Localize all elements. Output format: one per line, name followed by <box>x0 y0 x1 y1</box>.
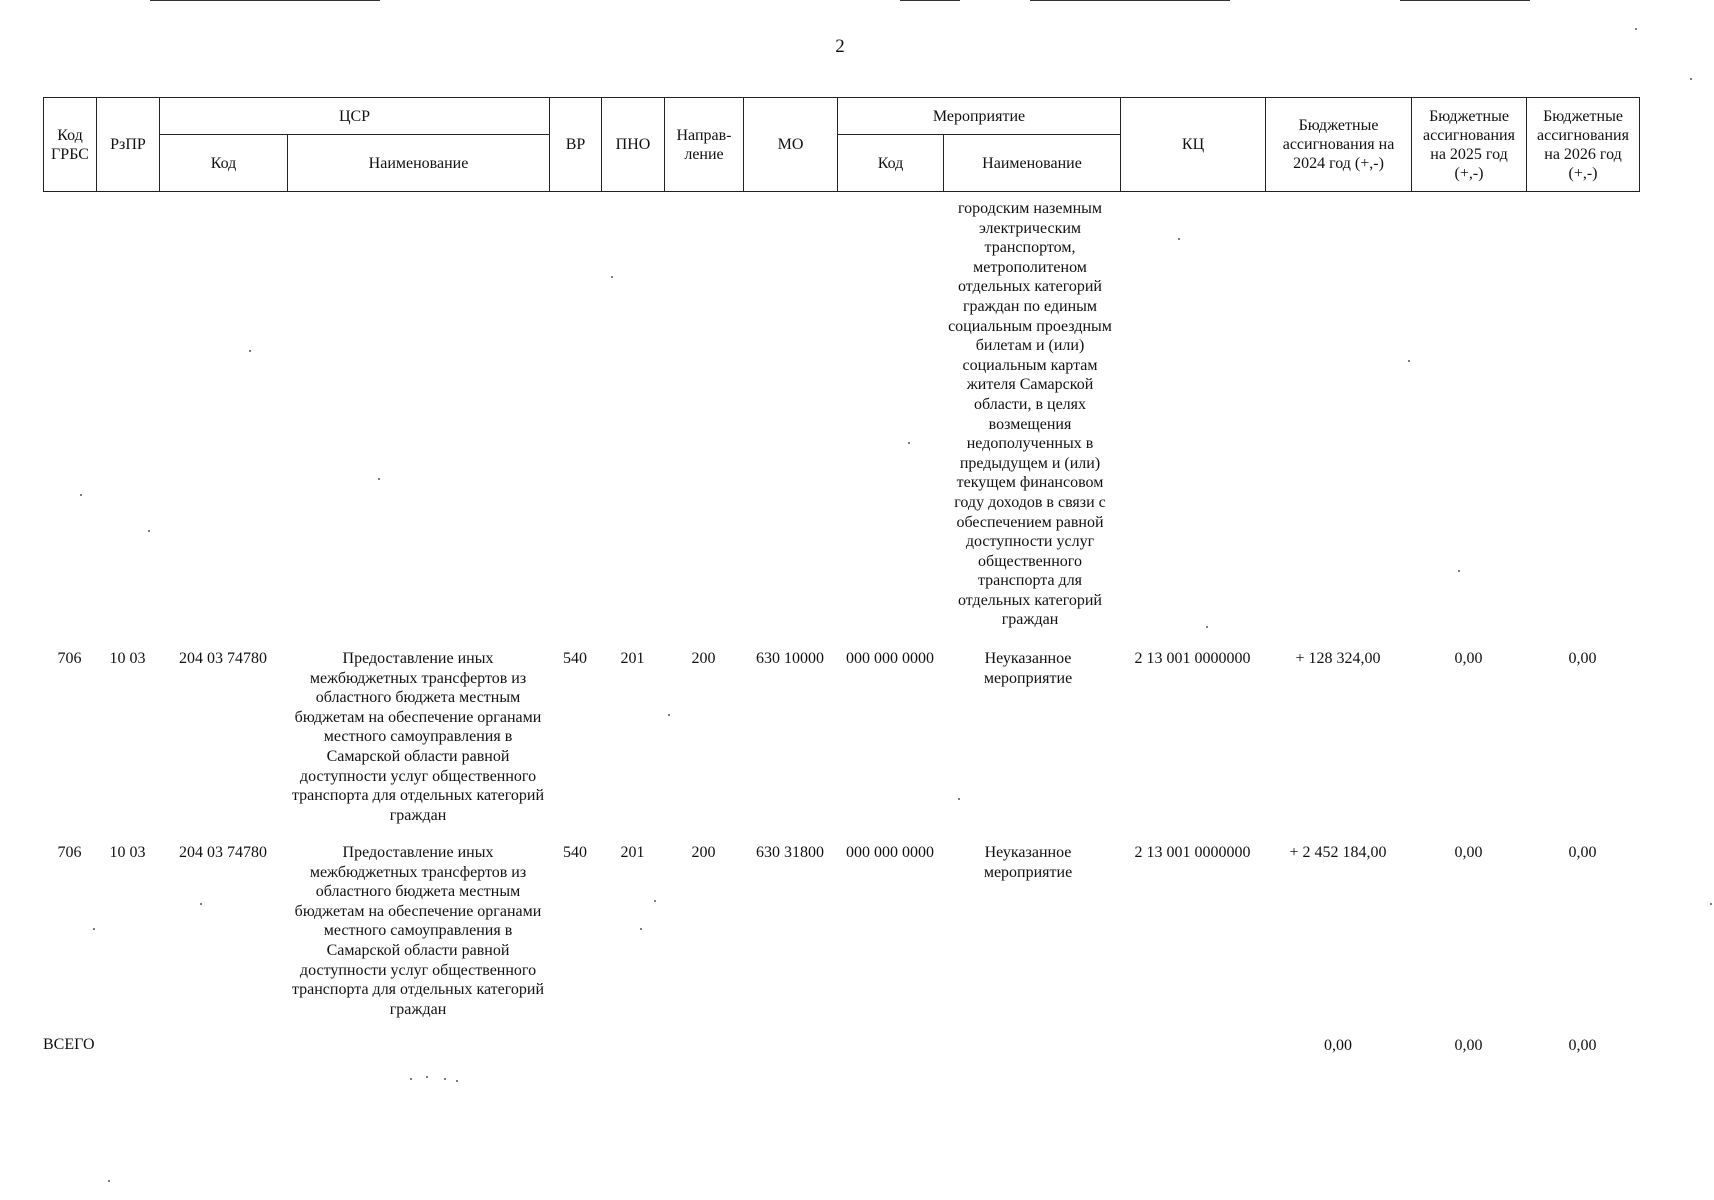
cell-direction: 200 <box>691 650 716 667</box>
header-budget-2024: Бюджетные ассигнования на 2024 год (+,-) <box>1266 98 1412 192</box>
cell-event-name: Неуказанное мероприятие <box>983 844 1073 881</box>
total-label: ВСЕГО <box>43 1036 95 1053</box>
cell-budget-2024: + 128 324,00 <box>1295 650 1381 667</box>
header-budget-2025: Бюджетные ассигнования на 2025 год (+,-) <box>1412 98 1527 192</box>
total-budget-2025: 0,00 <box>1454 1037 1483 1054</box>
cell-csr-name: Предоставление иных межбюджетных трансфертов из областного бюджета местным бюджетам на обеспечение органами местного самоуправления в Самарской области равной доступности услуг общественного транспорта для отдельных категорий граждан <box>291 650 545 824</box>
cell-budget-2026: 0,00 <box>1568 650 1597 667</box>
table-header <box>43 97 1640 192</box>
cell-pno: 201 <box>620 844 645 861</box>
page-number: 2 <box>835 36 845 57</box>
header-direction: Направ-ление <box>665 98 744 192</box>
cell-budget-2026: 0,00 <box>1568 844 1597 861</box>
header-budget-2026: Бюджетные ассигнования на 2026 год (+,-) <box>1527 98 1640 192</box>
cell-mo: 630 31800 <box>756 844 824 861</box>
cell-csr-code: 204 03 74780 <box>179 650 267 667</box>
header-grbs: Код ГРБС <box>44 98 97 192</box>
cell-csr-code: 204 03 74780 <box>179 844 267 861</box>
cell-kc: 2 13 001 0000000 <box>1134 844 1251 861</box>
cell-vr: 540 <box>563 844 587 861</box>
continuation-event-name: городским наземным электрическим транспортом, метрополитеном отдельных категорий граждан по единым социальным проездным билетам и (или) социальным картам жителя Самарской области, в целях возмещения недополученных в предыдущем и (или) текущем финансовом году доходов в связи с обеспечением равной доступности услуг общественного транспорта для отдельных категорий граждан <box>948 200 1112 629</box>
cell-kc: 2 13 001 0000000 <box>1134 650 1251 667</box>
cell-mo: 630 10000 <box>756 650 824 667</box>
cell-rzpr: 10 03 <box>109 844 146 861</box>
header-csr-name: Наименование <box>288 135 550 192</box>
header-rzpr: РзПР <box>97 98 160 192</box>
header-event: Мероприятие <box>838 98 1121 135</box>
cell-grbs: 706 <box>57 844 82 861</box>
total-budget-2024: 0,00 <box>1324 1037 1352 1054</box>
cell-event-code: 000 000 0000 <box>846 844 934 861</box>
header-pno: ПНО <box>602 98 665 192</box>
header-event-code: Код <box>838 135 944 192</box>
total-budget-2026: 0,00 <box>1568 1037 1597 1054</box>
cell-budget-2025: 0,00 <box>1454 844 1483 861</box>
header-csr-code: Код <box>160 135 288 192</box>
header-vr: ВР <box>550 98 602 192</box>
header-event-name: Наименование <box>944 135 1121 192</box>
cell-event-name: Неуказанное мероприятие <box>983 650 1073 687</box>
header-csr: ЦСР <box>160 98 550 135</box>
cell-vr: 540 <box>563 650 587 667</box>
header-mo: МО <box>744 98 838 192</box>
cell-pno: 201 <box>620 650 645 667</box>
header-kc: КЦ <box>1121 98 1266 192</box>
cell-budget-2024: + 2 452 184,00 <box>1289 844 1387 861</box>
cell-budget-2025: 0,00 <box>1454 650 1483 667</box>
cell-direction: 200 <box>691 844 716 861</box>
cell-event-code: 000 000 0000 <box>846 650 934 667</box>
cell-csr-name: Предоставление иных межбюджетных трансфертов из областного бюджета местным бюджетам на обеспечение органами местного самоуправления в Самарской области равной доступности услуг общественного транспорта для отдельных категорий граждан <box>291 844 545 1018</box>
cell-rzpr: 10 03 <box>109 650 146 667</box>
cell-grbs: 706 <box>57 650 82 667</box>
